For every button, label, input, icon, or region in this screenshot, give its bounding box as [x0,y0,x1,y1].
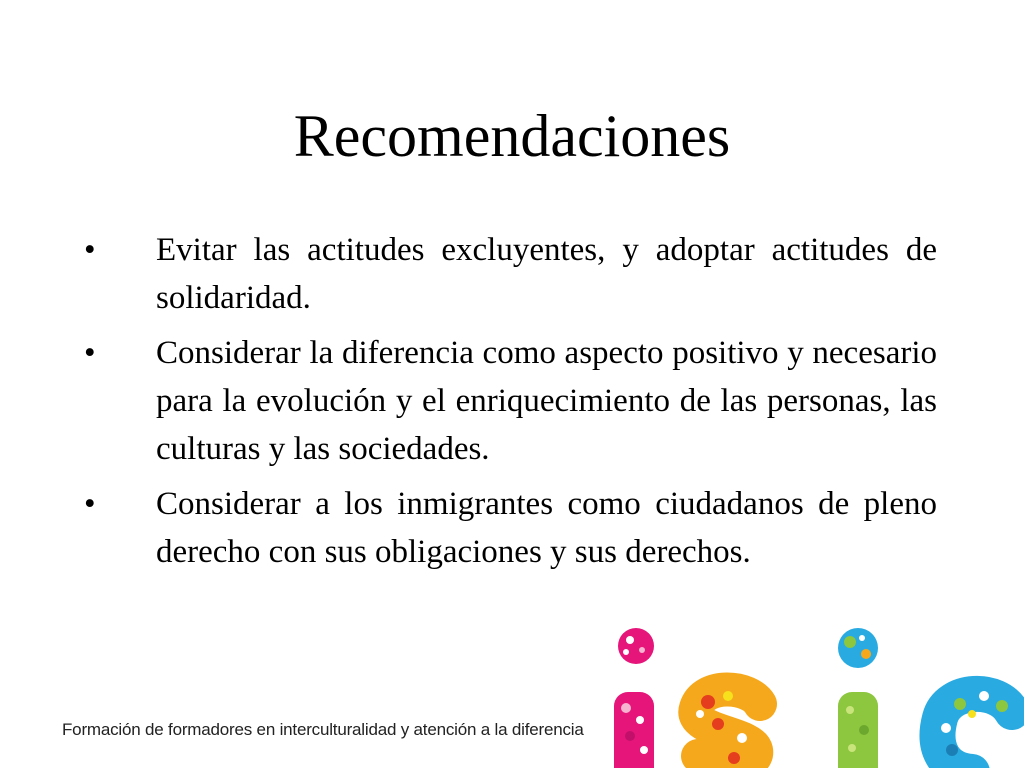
bullet-dot-icon: • [84,486,96,522]
bullet-item-3 [84,480,937,576]
bullet-dot-icon: • [84,232,96,268]
bullet-text-3: Considerar a los inmigrantes como ciudadanos de pleno derecho con sus obligaciones y sus derechos. [156,486,937,570]
logo-letter-c [938,691,1012,768]
isic-logo [600,620,1024,768]
bullet-dot-icon: • [84,335,96,371]
bullet-text-2: Considerar la diferencia como aspecto positivo y necesario para la evolución y el enriquecimiento de las personas, las culturas y las sociedades. [156,335,937,467]
slide-title: Recomendaciones [293,103,731,169]
bullet-text-1: Evitar las actitudes excluyentes, y adoptar actitudes de solidaridad. [156,232,937,316]
logo-letter-i-1 [614,628,654,768]
bullet-list [84,226,937,583]
logo-letter-i-2 [838,628,878,768]
logo-letter-s [695,690,760,766]
bullet-item-2 [84,329,937,473]
bullet-item-1 [84,226,937,322]
footer-text: Formación de formadores en interculturalidad y atención a la diferencia [62,720,584,739]
